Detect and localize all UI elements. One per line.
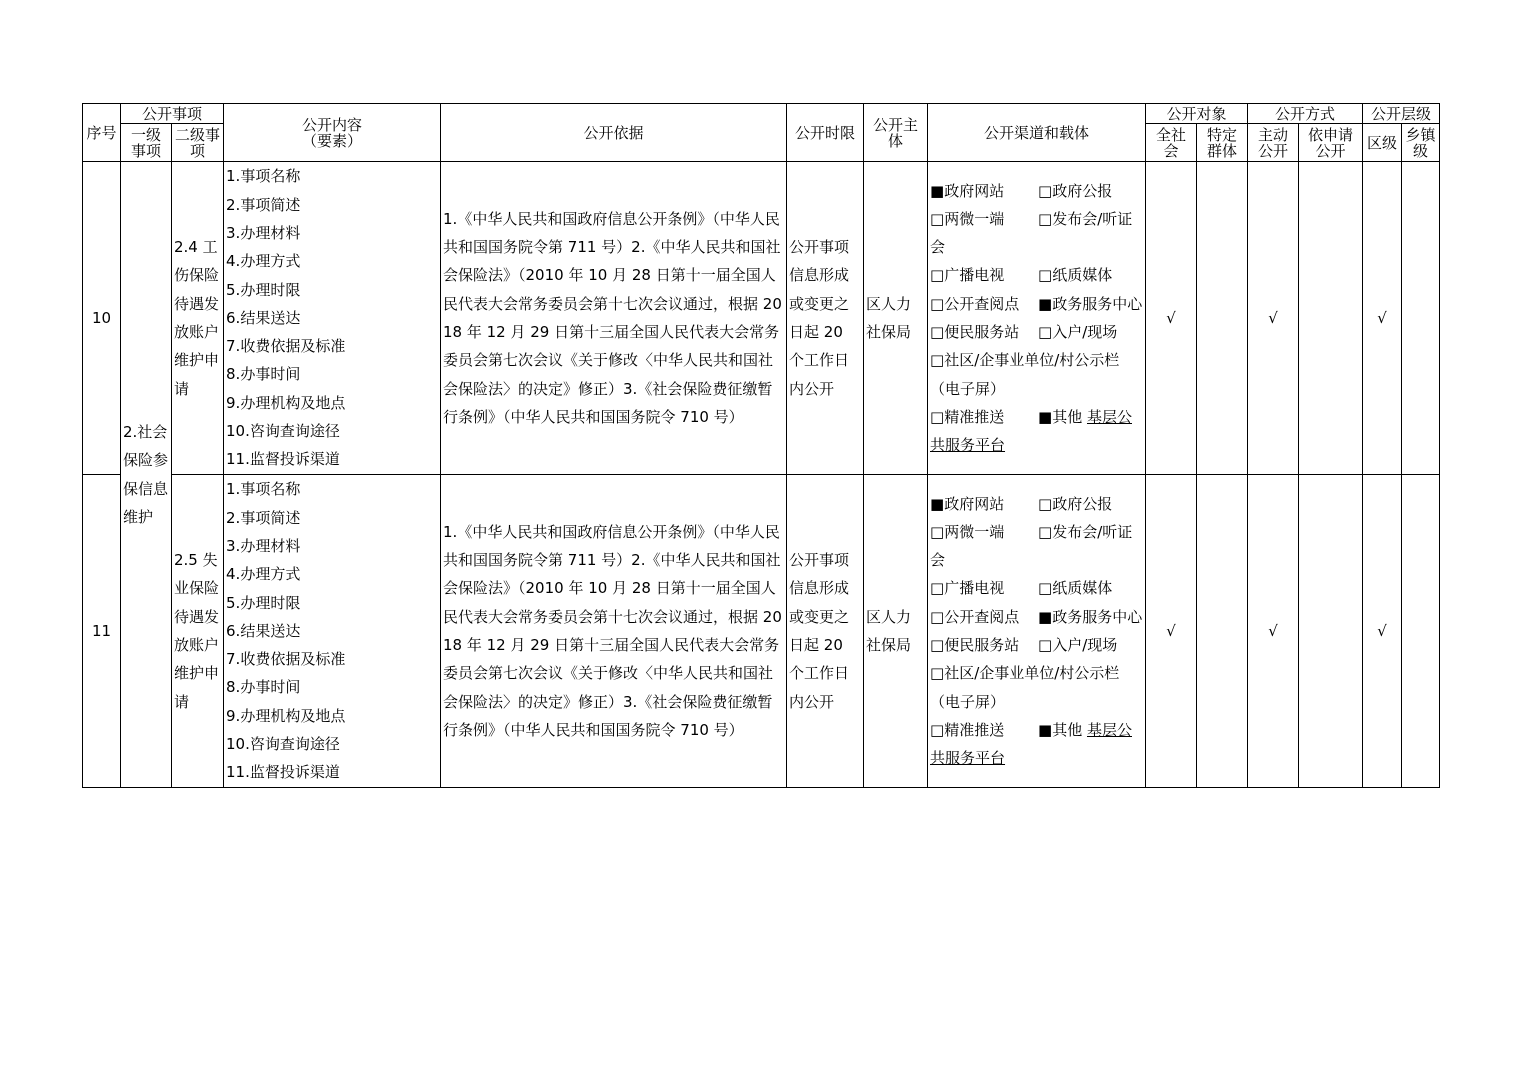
content-item: 4.办理方式	[226, 565, 301, 584]
header-level1-line1: 一级	[130, 125, 161, 144]
header-target-all-line1: 全社	[1156, 125, 1187, 144]
header-level1	[121, 124, 172, 162]
content-item: 5.办理时限	[226, 280, 301, 299]
content-item: 2.事项简述	[226, 508, 301, 527]
time-limit: 公开事项信息形成或变更之日起 20 个工作日内公开	[787, 162, 864, 475]
header-time-limit: 公开时限	[787, 104, 864, 162]
channel-other-text-cont: 共服务平台	[930, 749, 1006, 768]
target-all-check: √	[1146, 162, 1197, 475]
content-item: 11.监督投诉渠道	[226, 450, 340, 469]
channel-option-cont: 会	[930, 551, 946, 570]
level-town-check	[1402, 162, 1440, 475]
basis-text: 1.《中华人民共和国政府信息公开条例》（中华人民共和国国务院令第 711 号）2.《中华人民共和国社会保险法》（2010 年 10 月 28 日第十一届全国人民代表大会常务委员会第十七次会议通过，根据 2018 年 12 月 29 日第十三届全国人民代表大会常务委员会第七次会议《关于修改〈中华人民共和国社会保险法〉的决定》修正）3.《社会保险费征缴暂行条例》（中华人民共和国国务院令 710 号）	[441, 162, 787, 475]
content-item: 8.办事时间	[226, 678, 301, 697]
disclosure-table	[82, 103, 1440, 788]
target-spec-check	[1197, 162, 1248, 475]
channel-option-cont: （电子屏）	[930, 692, 1006, 711]
header-content	[224, 104, 441, 162]
row-seq: 10	[83, 162, 121, 475]
content-item: 7.收费依据及标准	[226, 337, 346, 356]
channel-option: □入户/现场	[1038, 636, 1118, 654]
content-item: 6.结果送达	[226, 308, 301, 327]
channel-option: □纸质媒体	[1038, 579, 1113, 598]
content-item: 1.事项名称	[226, 167, 301, 186]
header-method-apply-line2: 公开	[1315, 141, 1346, 160]
channel-option: □社区/企事业单位/村公示栏	[930, 351, 1120, 370]
level-district-check: √	[1363, 162, 1402, 475]
content-item: 6.结果送达	[226, 621, 301, 640]
header-level2-line1: 二级事	[175, 125, 221, 144]
channel-option: ■政务服务中心	[1038, 607, 1143, 626]
content-list	[224, 162, 441, 475]
content-item: 2.事项简述	[226, 195, 301, 214]
time-limit: 公开事项信息形成或变更之日起 20 个工作日内公开	[787, 475, 864, 788]
content-item: 10.咨询查询途径	[226, 422, 340, 441]
header-method-group: 公开方式	[1248, 104, 1363, 124]
channel-option: □两微一端	[930, 209, 1005, 228]
header-method-apply	[1299, 124, 1363, 162]
method-apply-check	[1299, 162, 1363, 475]
method-active-check: √	[1248, 162, 1299, 475]
header-target-all-line2: 会	[1163, 141, 1179, 160]
header-subject-line2: 体	[888, 131, 904, 150]
content-item: 3.办理材料	[226, 536, 301, 555]
content-item: 7.收费依据及标准	[226, 650, 346, 669]
content-item: 9.办理机构及地点	[226, 706, 346, 725]
content-item: 10.咨询查询途径	[226, 735, 340, 754]
content-item: 1.事项名称	[226, 480, 301, 499]
content-item: 4.办理方式	[226, 252, 301, 271]
channel-option: ■政府网站	[930, 494, 1005, 513]
header-target-group: 公开对象	[1146, 104, 1248, 124]
channel-option: □发布会/听证	[1038, 209, 1133, 228]
header-method-apply-line1: 依申请	[1308, 125, 1354, 144]
method-active-check: √	[1248, 475, 1299, 788]
header-level-group: 公开层级	[1363, 104, 1440, 124]
header-seq: 序号	[83, 104, 121, 162]
header-target-all	[1146, 124, 1197, 162]
content-item: 5.办理时限	[226, 593, 301, 612]
header-subject	[864, 104, 928, 162]
target-spec-check	[1197, 475, 1248, 788]
header-method-active-line2: 公开	[1258, 141, 1289, 160]
method-apply-check	[1299, 475, 1363, 788]
channel-list	[928, 475, 1146, 788]
channel-other-text: 基层公	[1086, 720, 1132, 739]
channel-option: □发布会/听证	[1038, 522, 1133, 541]
content-item: 9.办理机构及地点	[226, 393, 346, 412]
header-level1-line2: 事项	[130, 141, 161, 160]
level1-item: 2.社会保险参保信息维护	[121, 162, 172, 788]
target-all-check: √	[1146, 475, 1197, 788]
header-content-line2: （要素）	[302, 131, 363, 150]
header-level-town	[1402, 124, 1440, 162]
channel-option: □广播电视	[930, 579, 1005, 598]
header-target-spec	[1197, 124, 1248, 162]
header-channel: 公开渠道和载体	[928, 104, 1146, 162]
content-item: 8.办事时间	[226, 365, 301, 384]
header-items-group: 公开事项	[121, 104, 224, 124]
channel-option: □政府公报	[1038, 181, 1113, 200]
table-row	[83, 475, 1440, 788]
subject: 区人力社保局	[864, 162, 928, 475]
channel-option: □入户/现场	[1038, 323, 1118, 341]
header-target-spec-line1: 特定	[1207, 125, 1238, 144]
channel-option: □政府公报	[1038, 494, 1113, 513]
channel-option: ■政府网站	[930, 181, 1005, 200]
channel-option: □公开查阅点	[930, 294, 1020, 313]
level2-item: 2.5 失业保险待遇发放账户维护申请	[172, 475, 224, 788]
channel-option: ■其他	[1038, 720, 1083, 739]
channel-option: □精准推送	[930, 407, 1005, 426]
header-subject-line1: 公开主	[873, 115, 919, 134]
header-level-district: 区级	[1363, 124, 1402, 162]
header-content-line1: 公开内容	[302, 115, 363, 134]
header-method-active	[1248, 124, 1299, 162]
subject: 区人力社保局	[864, 475, 928, 788]
channel-list	[928, 162, 1146, 475]
header-level-town-line2: 级	[1413, 141, 1429, 160]
channel-option: □两微一端	[930, 522, 1005, 541]
header-level2-line2: 项	[190, 141, 206, 160]
level-town-check	[1402, 475, 1440, 788]
basis-text: 1.《中华人民共和国政府信息公开条例》（中华人民共和国国务院令第 711 号）2.《中华人民共和国社会保险法》（2010 年 10 月 28 日第十一届全国人民代表大会常务委员会第十七次会议通过，根据 2018 年 12 月 29 日第十三届全国人民代表大会常务委员会第七次会议《关于修改〈中华人民共和国社会保险法〉的决定》修正）3.《社会保险费征缴暂行条例》（中华人民共和国国务院令 710 号）	[441, 475, 787, 788]
table-row	[83, 162, 1440, 475]
channel-option: ■政务服务中心	[1038, 294, 1143, 313]
header-method-active-line1: 主动	[1258, 125, 1289, 144]
channel-option: □便民服务站	[930, 323, 1020, 341]
channel-option: □纸质媒体	[1038, 266, 1113, 285]
content-list	[224, 475, 441, 788]
header-level2	[172, 124, 224, 162]
channel-option: □便民服务站	[930, 636, 1020, 654]
channel-option: ■其他	[1038, 407, 1083, 426]
level-district-check: √	[1363, 475, 1402, 788]
channel-option-cont: （电子屏）	[930, 379, 1006, 398]
header-level-town-line1: 乡镇	[1405, 125, 1436, 144]
channel-option-cont: 会	[930, 238, 946, 257]
channel-option: □广播电视	[930, 266, 1005, 285]
content-item: 11.监督投诉渠道	[226, 763, 340, 782]
content-item: 3.办理材料	[226, 223, 301, 242]
header-target-spec-line2: 群体	[1207, 141, 1238, 160]
row-seq: 11	[83, 475, 121, 788]
level2-item: 2.4 工伤保险待遇发放账户维护申请	[172, 162, 224, 475]
channel-option: □公开查阅点	[930, 607, 1020, 626]
channel-other-text-cont: 共服务平台	[930, 436, 1006, 455]
channel-option: □社区/企事业单位/村公示栏	[930, 664, 1120, 683]
header-basis: 公开依据	[441, 104, 787, 162]
channel-option: □精准推送	[930, 720, 1005, 739]
channel-other-text: 基层公	[1086, 407, 1132, 426]
